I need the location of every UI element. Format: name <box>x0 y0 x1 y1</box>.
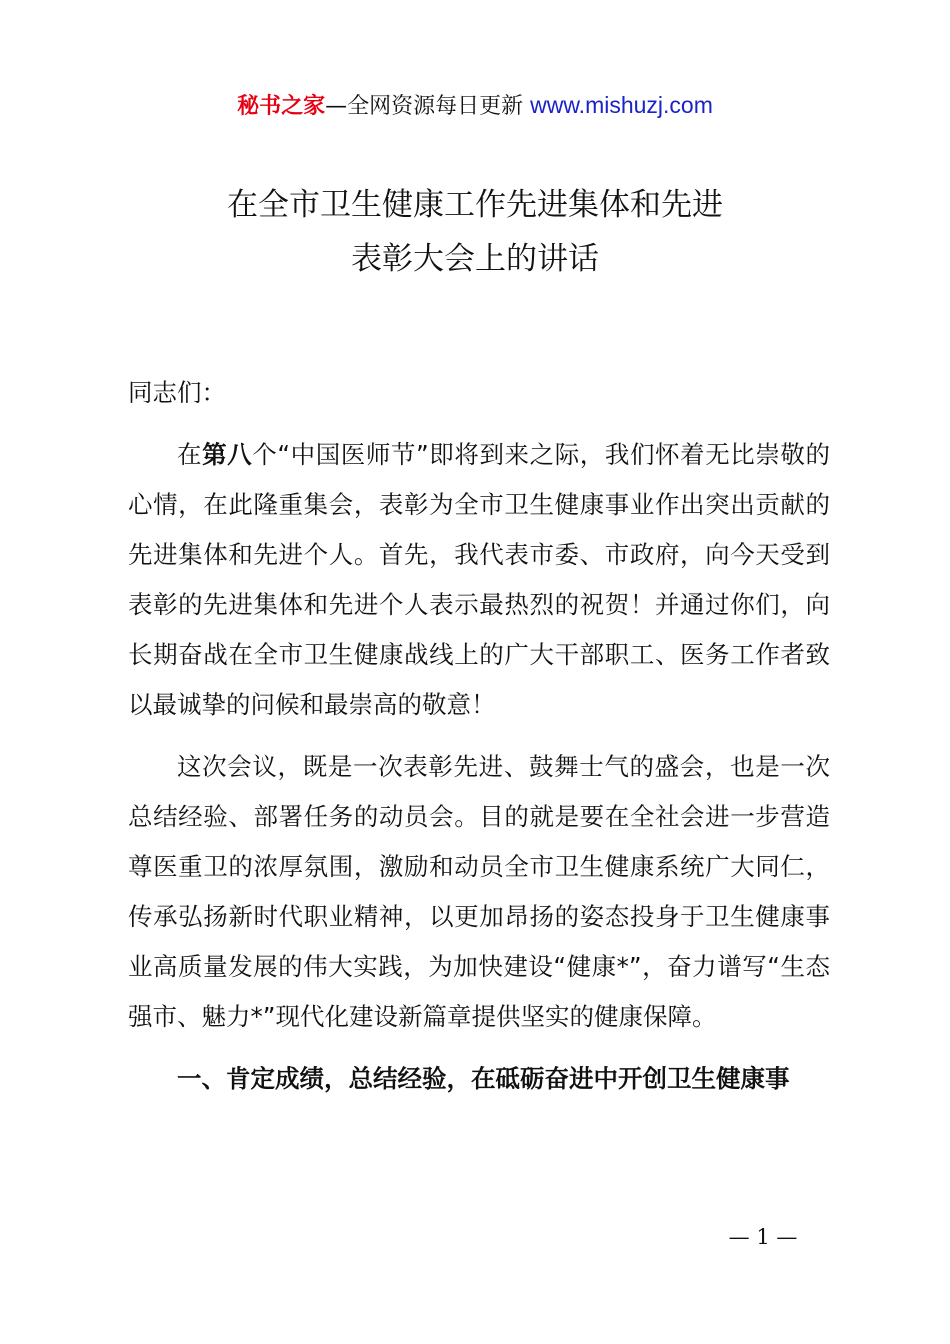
title-line-1: 在全市卫生健康工作先进集体和先进 <box>227 187 723 223</box>
page-number: — 1 — <box>728 1225 798 1249</box>
document-title <box>0 178 950 286</box>
site-url-link[interactable]: www.mishuzj.com <box>530 92 713 118</box>
document-body <box>128 368 830 1104</box>
header-slogan: 全网资源每日更新 <box>347 94 524 119</box>
salutation: 同志们： <box>128 378 226 407</box>
paragraph-1-prefix: 在 <box>177 440 203 469</box>
section-heading-1: 一、肯定成绩，总结经验，在砥砺奋进中开创卫生健康事 <box>177 1064 790 1093</box>
site-header <box>0 88 950 124</box>
paragraph-1-bold: 第八 <box>202 440 253 469</box>
header-separator: — <box>325 94 348 119</box>
paragraph-1 <box>128 430 830 730</box>
title-line-2: 表彰大会上的讲话 <box>351 241 599 277</box>
paragraph-1-text: 个“中国医师节”即将到来之际，我们怀着无比崇敬的心情，在此隆重集会，表彰为全市卫生健康事业作出突出贡献的先进集体和先进个人。首先，我代表市委、市政府，向今天受到表彰的先进集体和先进个人表示最热烈的祝贺！并通过你们，向长期奋战在全市卫生健康战线上的广大干部职工、医务工作者致以最诚挚的问候和最崇高的敬意！ <box>128 440 831 719</box>
brand-name: 秘书之家 <box>237 94 326 119</box>
paragraph-2: 这次会议，既是一次表彰先进、鼓舞士气的盛会，也是一次总结经验、部署任务的动员会。目的就是要在全社会进一步营造尊医重卫的浓厚氛围，激励和动员全市卫生健康系统广大同仁，传承弘扬新时代职业精神，以更加昂扬的姿态投身于卫生健康事业高质量发展的伟大实践，为加快建设“健康*”，奋力谱写“生态强市、魅力*”现代化建设新篇章提供坚实的健康保障。 <box>128 752 830 1031</box>
